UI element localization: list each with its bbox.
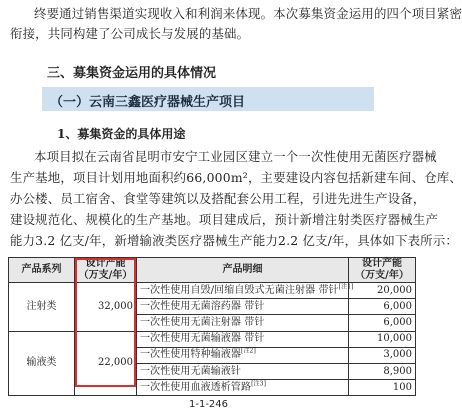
product-name: 一次性使用自毁/回缩自毁式无菌注射器 带针 (140, 284, 339, 296)
product-note: [注2] (241, 348, 256, 356)
product-name: 一次性使用特种输液器 (140, 349, 241, 361)
product-name: 一次性使用无菌注射器 带针 (140, 316, 265, 328)
subsub-heading: 1、募集资金的具体用途 (57, 127, 186, 141)
header-design-capacity (75, 258, 137, 283)
product-name-cell (137, 299, 349, 315)
table-header-row (9, 258, 416, 283)
product-name: 一次性使用血液透析管路 (140, 381, 252, 393)
product-name-cell (137, 347, 349, 363)
body-line: 能力3.2 亿支/年，新增输液类医疗器械生产能力2.2 亿支/年，具体如下表所示： (10, 233, 458, 248)
table-row (9, 331, 416, 347)
product-name-cell (137, 315, 349, 331)
product-capacity-cell: 6,000 (349, 299, 416, 315)
product-note: [注3] (251, 380, 267, 388)
header-detail-capacity-unit: （万支/年） (355, 270, 409, 281)
product-name: 一次性使用无菌输液器 带针 (140, 333, 265, 345)
subsection-heading: （一）云南三鑫医疗器械生产项目 (50, 95, 246, 110)
category-cell: 输液类 (9, 331, 75, 396)
product-note: [注1] (338, 283, 354, 291)
product-name-cell (137, 331, 349, 347)
category-cell: 注射类 (9, 283, 75, 332)
header-design-capacity-unit: （万支/年） (78, 270, 133, 281)
product-capacity-cell: 100 (349, 380, 416, 396)
product-name-cell (137, 363, 349, 379)
body-line: 建设规范化、规模化的生产基地。项目建成后，预计新增注射类医疗器械生产 (10, 212, 439, 227)
product-capacity-cell: 8,900 (349, 363, 416, 379)
group-capacity-cell: 22,000 (75, 331, 137, 396)
body-line: 本项目拟在云南省昆明市安宁工业园区建立一个一次性使用无菌医疗器械 (34, 149, 437, 164)
product-capacity-cell: 20,000 (349, 283, 416, 299)
capacity-table (8, 257, 416, 396)
product-capacity-cell: 10,000 (349, 331, 416, 347)
table-row (9, 283, 416, 299)
product-name: 一次性使用无菌输液针 (140, 365, 241, 377)
section-heading: 三、募集资金运用的具体情况 (47, 66, 217, 81)
body-line: 办公楼、员工宿舍、食堂等建筑以及搭配套公用工程，引进先进生产设备， (10, 191, 426, 206)
header-detail-capacity-label: 设计产能 (362, 258, 402, 269)
paragraph-line: 衔接，共同构建了公司成长与发展的基础。 (10, 26, 250, 41)
group-capacity-cell: 32,000 (75, 283, 137, 332)
header-product-detail: 产品明细 (137, 258, 349, 283)
header-category: 产品系列 (9, 258, 75, 283)
header-detail-capacity (349, 258, 416, 283)
header-design-capacity-label: 设计产能 (85, 258, 126, 269)
paragraph-line: 终要通过销售渠道实现收入和利润来体现。本次募集资金运用的四个项目紧密 (34, 6, 462, 21)
product-name-cell (137, 283, 354, 299)
product-name: 一次性使用无菌溶药器 带针 (140, 300, 265, 312)
product-capacity-cell: 3,000 (349, 347, 416, 363)
product-name-cell (137, 380, 349, 396)
body-line: 生产基地，项目计划用地面积约66,000m²，主要建设内容包括新建车间、仓库、 (10, 170, 462, 185)
product-capacity-cell: 6,000 (349, 315, 416, 331)
page-number: 1-1-246 (188, 399, 229, 410)
